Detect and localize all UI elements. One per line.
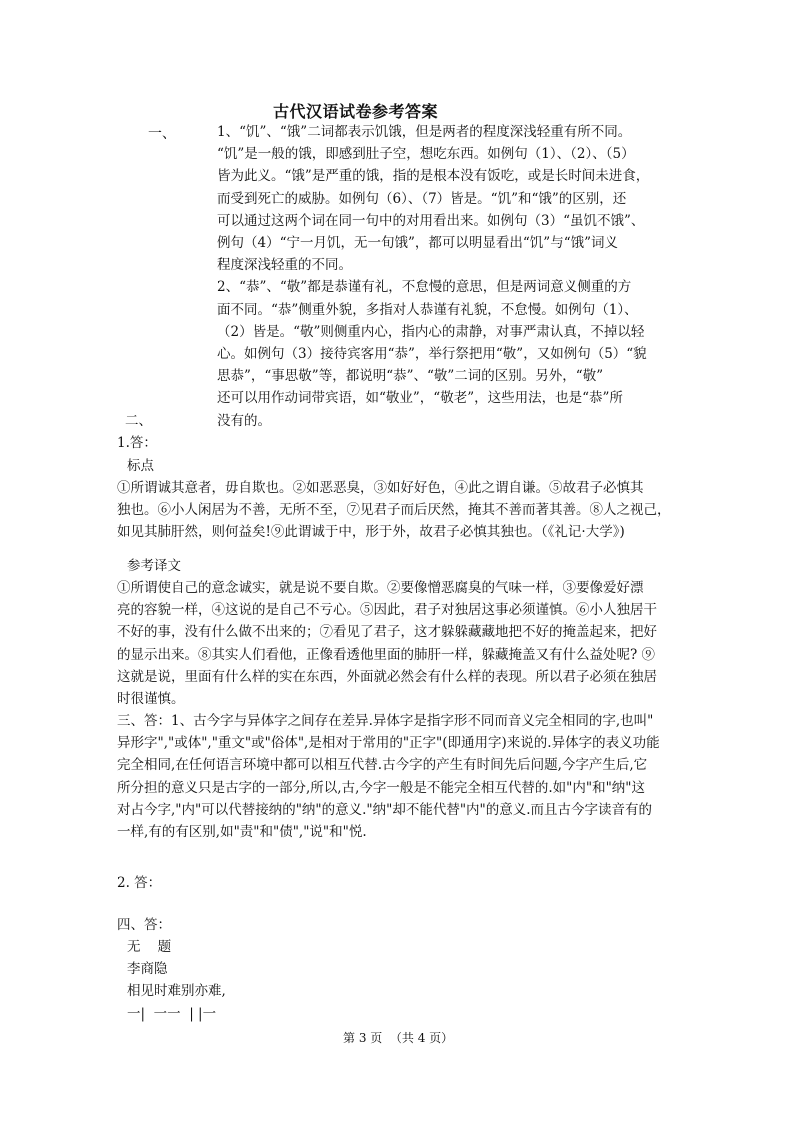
text-line: 思恭”，“事思敬”等，都说明“恭”、“敬”二词的区别。另外，“敬” (217, 368, 604, 385)
text-line: 皆为此义。“饿”是严重的饿，指的是根本没有饭吃，或是长时间未进食， (217, 168, 650, 185)
text-line: 亮的容貌一样，④这说的是自己不亏心。⑤因此，君子对独居这事必须谨慎。⑥小人独居干 (117, 602, 657, 619)
text-line: 不好的事，没有什么做不出来的；⑦看见了君子，这才躲躲藏藏地把不好的掩盖起来，把好 (117, 624, 657, 641)
text-line: ①所谓诚其意者，毋自欺也。②如恶恶臭，③如好好色，④此之谓自谦。⑤故君子必慎其 (117, 480, 644, 496)
translation-text (117, 577, 657, 710)
text-line: 如见其肺肝然，则何益矣!⑨此谓诚于中，形于外，故君子必慎其独也。（《礼记·大学》) (117, 524, 625, 541)
translation-label: 参考译文 (127, 558, 181, 574)
poem-title: 无 题 (127, 939, 172, 955)
text-line: 1、“饥”、“饿”二词都表示饥饿，但是两者的程度深浅轻重有所不同。 (217, 124, 632, 140)
text-line: 的显示出来。⑧其实人们看他，正像看透他里面的肺肝一样，躲藏掩盖又有什么益处呢? ⑨ (117, 646, 656, 663)
text-line: 所分担的意义只是古字的一部分,所以,古,今字一般是不能完全相互代替的.如"内"和"纳"这 (117, 779, 646, 796)
text-line: 对占今字,"内"可以代替接纳的"纳"的意义."纳"却不能代替"内"的意义.而且古今字读音有的 (117, 801, 653, 818)
text-line: “饥”是一般的饿，即感到肚子空，想吃东西。如例句（1）、（2）、（5） (217, 146, 635, 163)
text-line: 心。如例句（3）接待宾客用“恭”，举行祭把用“敬”，又如例句（5）“貌 (217, 346, 647, 363)
text-line: 三、答：1、古今字与异体字之间存在差异.异体字是指字形不同而音义完全相同的字,也叫" (117, 713, 654, 729)
section-3-answer (117, 710, 660, 843)
poem (127, 936, 226, 1025)
text-line: 而受到死亡的威胁。如例句（6）、（7）皆是。“饥”和“饿”的区别，还 (217, 190, 627, 207)
text-line: 异形字","或体","重文"或"俗体",是相对于常用的"正字"(即通用字)来说的.异体字的表义功能 (117, 735, 660, 752)
text-line: 完全相同,在任何语言环境中都可以相互代替.古今字的产生有时间先后问题,今字产生后,它 (117, 757, 648, 774)
text-line: 这就是说，里面有什么样的实在东西，外面就必然会有什么样的表现。所以君子必须在独居 (117, 668, 657, 685)
poem-author: 李商隐 (127, 961, 168, 978)
section-1-label: 一、 (148, 126, 176, 142)
punctuation-label: 标点 (127, 458, 154, 474)
tone-marks: 一| 一一 | |一 (127, 1005, 217, 1022)
poem-line: 相见时难别亦难, (127, 983, 226, 1000)
text-line: 面不同。“恭”侧重外貌，多指对人恭谨有礼貌，不怠慢。如例句（1）、 (217, 301, 638, 318)
text-line: 程度深浅轻重的不同。 (217, 257, 352, 274)
text-line: 没有的。 (217, 412, 271, 429)
text-line: 例句（4）“宁一月饥，无一旬饿”，都可以明显看出“饥”与“饿”词义 (217, 235, 618, 252)
punctuation-text (117, 477, 671, 544)
text-line: 独也。⑥小人闲居为不善，无所不至，⑦见君子而后厌然，掩其不善而著其善。⑧人之视己， (117, 502, 671, 519)
text-line: ①所谓使自己的意念诚实，就是说不要自欺。②要像憎恶腐臭的气味一样，③要像爱好漂 (117, 580, 644, 596)
question-1-label: 1.答： (117, 435, 157, 451)
section-1-answers (217, 121, 687, 432)
section-4-label: 四、答： (117, 917, 171, 933)
question-2-label: 2. 答： (117, 875, 162, 891)
text-line: 可以通过这两个词在同一句中的对用看出来。如例句（3）“虽饥不饿”、 (217, 212, 645, 229)
text-line: 2、“恭”、“敬”都是恭谨有礼，不怠慢的意思，但是两词意义侧重的方 (217, 279, 632, 296)
text-line: 还可以用作动词带宾语，如“敬业”，“敬老”，这些用法，也是“恭”所 (217, 390, 623, 407)
text-line: 时很谨慎。 (117, 691, 185, 708)
text-line: 一样,有的有区别,如"责"和"债","说"和"悦. (117, 824, 367, 841)
section-2-label: 二、 (125, 413, 152, 429)
page-title: 古代汉语试卷参考答案 (273, 102, 439, 121)
page-footer: 第 3 页 （共 4 页） (343, 1031, 454, 1045)
text-line: （2）皆是。“敬”则侧重内心，指内心的肃静，对事严肃认真，不掉以轻 (217, 323, 645, 340)
